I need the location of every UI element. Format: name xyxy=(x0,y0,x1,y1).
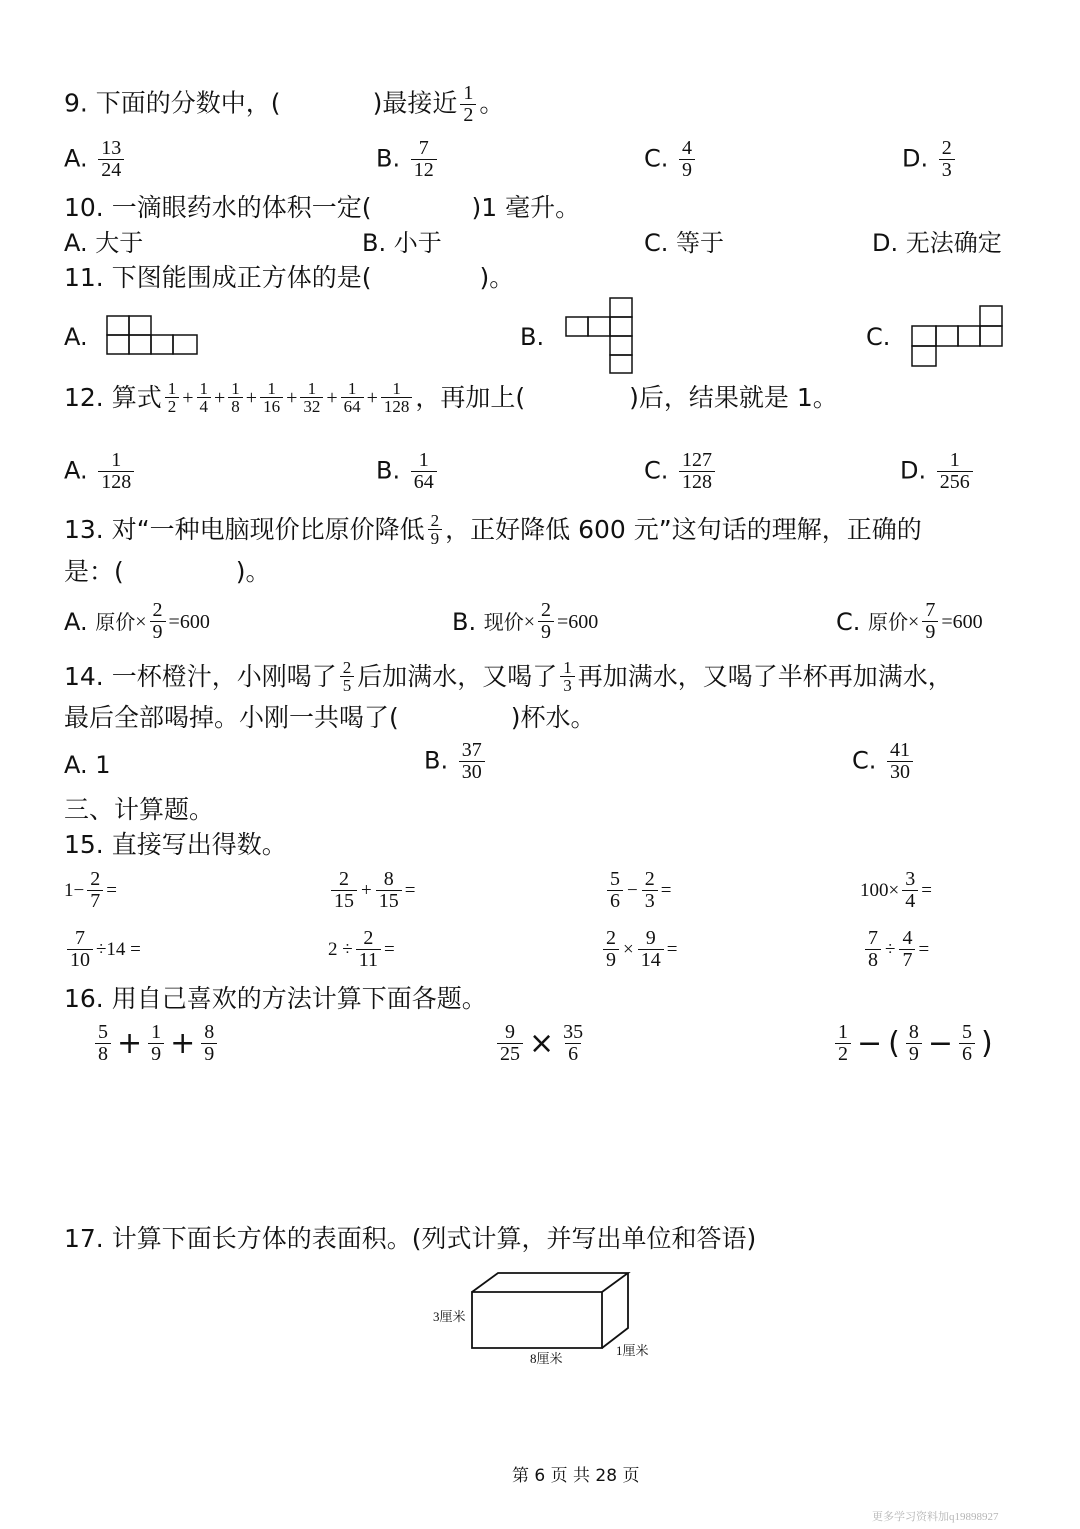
q13-line1: 13. 对“一种电脑现价比原价降低 $\frac{2}{9}$ ，正好降低 600 元”这句话的理解，正确的 xyxy=(64,511,922,548)
q12-term-4: $\frac{1}{16}$ xyxy=(260,380,283,415)
q11-stem: 11. 下图能围成正方体的是( )。 xyxy=(64,263,515,292)
q12-term-7: $\frac{1}{128}$ xyxy=(381,380,413,415)
q12-term-3: $\frac{1}{8}$ xyxy=(228,380,243,415)
q9-option-d[interactable]: D. $\frac{2}{3}$ xyxy=(902,138,958,181)
q15-item-3[interactable]: $\frac{5}{6}$ − $\frac{2}{3}$ = xyxy=(604,869,671,912)
q9-stem-text: 9. 下面的分数中，( xyxy=(64,88,281,118)
q10-stem: 10. 一滴眼药水的体积一定( )1 毫升。 xyxy=(64,193,581,222)
page-footer: 第 6 页 共 28 页 xyxy=(512,1466,640,1486)
q12-option-c[interactable]: C. $\frac{127}{128}$ xyxy=(644,450,718,493)
q13-line2: 是：( )。 xyxy=(64,557,271,586)
q9-stem xyxy=(64,83,504,126)
q14-fraction-2: $\frac{1}{3}$ xyxy=(560,659,575,694)
q9-stem-end: )最接近 xyxy=(372,88,458,118)
section-3-heading: 三、计算题。 xyxy=(64,795,215,824)
q16-expression-3[interactable]: $\frac{1}{2}$ − ( $\frac{8}{9}$ − $\frac{5}{6}$ ) xyxy=(832,1022,996,1065)
q14-option-c[interactable]: C. $\frac{41}{30}$ xyxy=(852,740,916,783)
q11-option-c-label[interactable]: C. xyxy=(866,323,891,351)
q12-stem: 12. 算式 $\frac{1}{2}$ + $\frac{1}{4}$ + $\frac{1}{8}$ + $\frac{1}{16}$ + $\frac{1}{32}$ + $\frac{1}{64}$ + $\frac{1}{128}$ ，再加上( )后，结果就是 1。 xyxy=(64,379,838,416)
q14-fraction-1: $\frac{2}{5}$ xyxy=(340,659,355,694)
q12-term-5: $\frac{1}{32}$ xyxy=(300,380,323,415)
q12-term-6: $\frac{1}{64}$ xyxy=(341,380,364,415)
cuboid-figure xyxy=(470,1270,632,1352)
q13-fraction: $\frac{2}{9}$ xyxy=(428,512,443,547)
q15-item-4[interactable]: 100× $\frac{3}{4}$ = xyxy=(860,868,932,912)
q12-term-2: $\frac{1}{4}$ xyxy=(197,380,212,415)
q9-option-a[interactable]: A. $\frac{13}{24}$ xyxy=(64,138,127,181)
q14-option-a[interactable]: A. 1 xyxy=(64,751,111,779)
cuboid-height-label: 3厘米 xyxy=(433,1309,466,1324)
q10-option-b[interactable]: B. 小于 xyxy=(362,229,442,257)
q11-net-a[interactable] xyxy=(105,314,203,358)
q16-expression-1[interactable]: $\frac{5}{8}$ + $\frac{1}{9}$ + $\frac{8}{9}$ xyxy=(92,1022,220,1065)
q15-item-5[interactable]: $\frac{7}{10}$ ÷14 = xyxy=(64,928,141,971)
q15-item-1[interactable]: 1− $\frac{2}{7}$ = xyxy=(64,868,117,912)
q14-option-b[interactable]: B. $\frac{37}{30}$ xyxy=(424,740,488,783)
q9-option-c[interactable]: C. $\frac{4}{9}$ xyxy=(644,138,698,181)
q15-item-2[interactable]: $\frac{2}{15}$ + $\frac{8}{15}$ = xyxy=(328,869,415,912)
q10-option-a[interactable]: A. 大于 xyxy=(64,229,144,257)
q16-expression-2[interactable]: $\frac{9}{25}$ × $\frac{35}{6}$ xyxy=(494,1022,589,1065)
q12-option-a[interactable]: A. $\frac{1}{128}$ xyxy=(64,450,137,493)
q12-term-1: $\frac{1}{2}$ xyxy=(165,380,180,415)
q10-option-c[interactable]: C. 等于 xyxy=(644,229,725,257)
q10-option-d[interactable]: D. 无法确定 xyxy=(872,229,1002,257)
q11-net-b[interactable] xyxy=(562,296,638,376)
q12-option-d[interactable]: D. $\frac{1}{256}$ xyxy=(900,450,976,493)
q12-option-b[interactable]: B. $\frac{1}{64}$ xyxy=(376,450,440,493)
q15-item-8[interactable]: $\frac{7}{8}$ ÷ $\frac{4}{7}$ = xyxy=(862,928,929,971)
q13-option-b[interactable]: B. 现价 × $\frac{2}{9}$ =600 xyxy=(452,599,599,643)
q16-title: 16. 用自己喜欢的方法计算下面各题。 xyxy=(64,984,487,1013)
q15-item-6[interactable]: 2 ÷ $\frac{2}{11}$ = xyxy=(328,927,395,971)
q15-title: 15. 直接写出得数。 xyxy=(64,830,287,859)
q9-option-b[interactable]: B. $\frac{7}{12}$ xyxy=(376,138,440,181)
watermark: 更多学习资料加q19898927 xyxy=(872,1511,999,1523)
cuboid-length-label: 8厘米 xyxy=(530,1351,563,1366)
q17-title: 17. 计算下面长方体的表面积。(列式计算，并写出单位和答语) xyxy=(64,1224,757,1253)
q11-option-b-label[interactable]: B. xyxy=(520,323,545,351)
q11-net-c[interactable] xyxy=(908,304,1008,368)
q14-line1: 14. 一杯橙汁，小刚喝了 $\frac{2}{5}$ 后加满水，又喝了 $\frac{1}{3}$ 再加满水，又喝了半杯再加满水， xyxy=(64,658,953,695)
q9-period: 。 xyxy=(479,88,505,118)
q11-option-a-label[interactable]: A. xyxy=(64,323,88,351)
cuboid-width-label: 1厘米 xyxy=(616,1343,649,1358)
q13-option-a[interactable]: A. 原价 × $\frac{2}{9}$ =600 xyxy=(64,599,210,643)
q15-item-7[interactable]: $\frac{2}{9}$ × $\frac{9}{14}$ = xyxy=(600,928,677,971)
q14-line2: 最后全部喝掉。小刚一共喝了( )杯水。 xyxy=(64,703,596,732)
q9-target-fraction: $\frac{1}{2}$ xyxy=(460,83,476,126)
q13-option-c[interactable]: C. 原价 × $\frac{7}{9}$ =600 xyxy=(836,599,983,643)
